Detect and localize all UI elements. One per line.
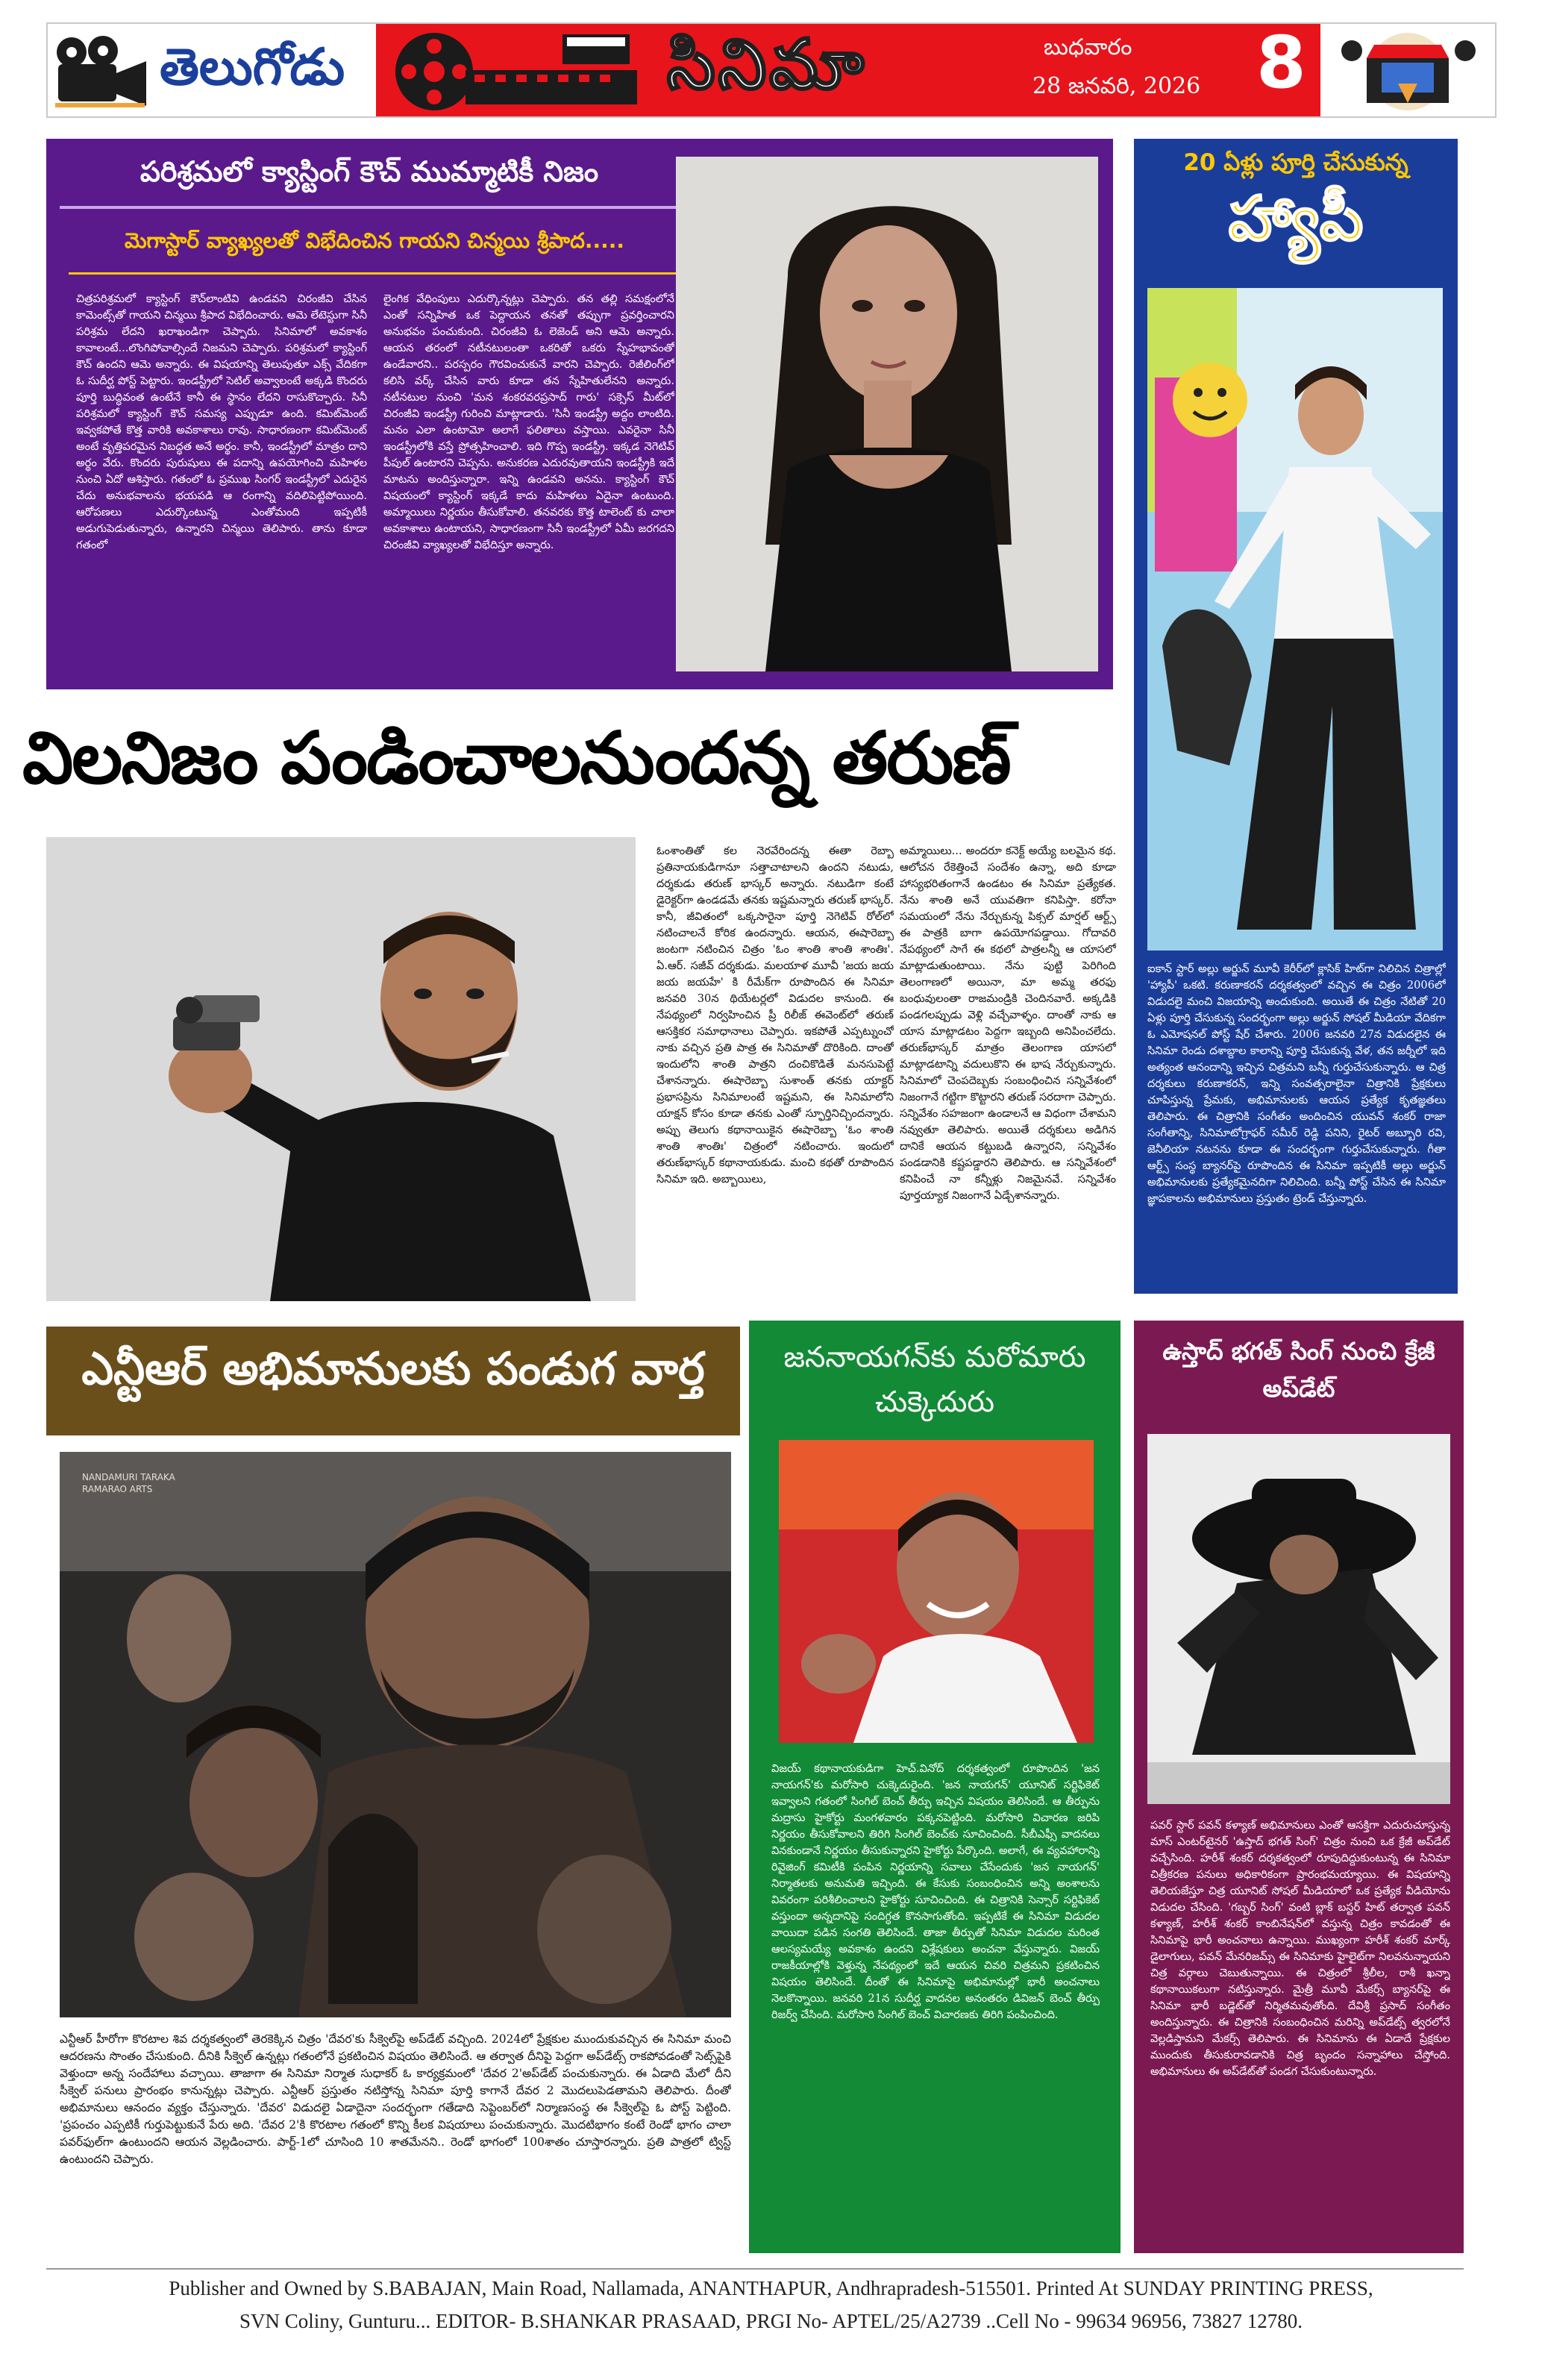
- portrait-illustration: [676, 157, 1098, 671]
- film-reel-icon: [391, 28, 645, 112]
- masthead-day: బుధవారం: [1044, 34, 1132, 60]
- vijay-photo: [779, 1440, 1094, 1743]
- story-ustaad: [1134, 1321, 1464, 2253]
- headline-bar: [60, 152, 679, 209]
- poster-credit: NANDAMURI TARAKA RAMARAO ARTS: [82, 1472, 175, 1494]
- tarun-column-1: ఓంశాంతితో కల నెరవేరిందన్న ఈతా రెబ్బా ప్రతినాయకుడిగానూ సత్తాచాటాలని ఉందని నటుడు, దర్శకుడు తరుణ్ భాస్కర్ అన్నారు. నటుడిగా కంటే డైరెక్టర్‌గా ఉండడమే తనకు ఇష్టమన్నారు తరుణ్ భాస్కర్. కానీ, జీవితంలో ఒక్కసారైనా పూర్తి నెగెటివ్ రోల్‌లో నటించాలనే కోరిక ఉందన్నారు. ఆయన, ఈషారెబ్బా జంటగా నటించిన చిత్రం 'ఓం శాంతి శాంతి శాంతిః'. ఏ.ఆర్. సజీవ్ దర్శకుడు. మలయాళ మూవీ 'జయ జయ జయ జయహే' కి రీమేక్‌గా రూపొందిన ఈ సినిమా జనవరి 30న థియేటర్లలో విడుదల కానుంది. ఈ నేపథ్యంలో నిర్వహించిన ప్రీ రిలీజ్ ఈవెంట్‌లో తరుణ్ ఆసక్తికర సమాధానాలు చెప్పారు. ఇకపోతే ఎప్పట్నుంచో నాకు వచ్చిన ప్రతి పాత్ర ఈ సినిమాతో దొరికింది. దాంతో ఇందులోని శాంతి పాత్రని దంచికొడితే మనసుపెట్టే చేశానన్నారు. ఈషారెబ్బా సుశాంత్ తనకు యాక్టర్ ప్రభాసప్రిను సినిమాలంటే ఇష్టమని, ఈ సినిమాలోని యాక్షన్ కోసం కూడా తనకు ఎంతో స్ఫూర్తినిచ్చిందన్నారు. అప్పు తెలుగు కథానాయికైన ఈషారెబ్బా 'ఓం శాంతి శాంతి శాంతిః' చిత్రంలో నటించారు. ఇందులో తరుణ్‌భాస్కర్ కథానాయకుడు. మంచి కథతో రూపొందిన సినిమా ఇది. అబ్బాయిలు,: [656, 845, 894, 1186]
- devara-poster-illustration: [60, 1452, 731, 2017]
- masthead-right-graphic: [1320, 24, 1495, 116]
- ntr-headline-bar: [46, 1327, 740, 1435]
- subheadline: మెగాస్టార్ వ్యాఖ్యలతో విభేదించిన గాయని చిన్మయి శ్రీపాద.....: [124, 228, 625, 253]
- cinema-clapper-icon: [1329, 28, 1486, 112]
- story-column-1: చిత్రపరిశ్రమలో క్యాస్టింగ్ కౌచ్‌లాంటివి ఉండవని చిరంజీవి చేసిన కామెంట్స్‌తో గాయని చిన్మయి శ్రీపాద విభేదించారు. ఆమె లేటెస్టుగా సినీ పరిశ్రమ లేదని ఖరాఖండిగా చెప్పారు. సినిమాలో అవకాశం కావాలంటే...లొంగిపోవాల్సిందే నిజమని చెప్పారు. పరిశ్రమలో క్యాస్టింగ్ కౌచ్ ఉందని ఆమె అన్నారు. ఈ విషయాన్ని తెలుపుతూ ఎక్స్ వేదికగా ఓ సుదీర్ఘ పోస్ట్ పెట్టారు. ఇండస్ట్రీలో సెటిల్ అవ్వాలంటే అక్కడి కొందరు పూర్తి బుద్ధివంత ఉంటేనే కానీ ఈ స్థానం లేదని రాసుకొచ్చారు. సినీ పరిశ్రమలో క్యాస్టింగ్ కౌచ్ సమస్య ఎప్పుడూ ఉంది. కమిట్‌మెంట్ ఇవ్వకపోతే కొత్త వారికి అవకాశాలు రావు. సాధారణంగా కమిట్‌మెంట్ అంటే వృత్తిపరమైన నిబద్ధత అనే అర్థం. కానీ, ఇండస్ట్రీలో మాత్రం దాని అర్థం వేరు. కొందరు పురుషులు ఈ పదాన్ని ఉపయోగించి మహిళల నుంచి ఏదో ఆశిస్తారు. గతంలో ఓ ప్రముఖ సింగర్ ఇండస్ట్రీలో ఎదురైన చేదు అనుభవాలను భయపడి ఆ రంగాన్ని వదిలిపెట్టిపోయింది. ఆరోపణలు ఎదుర్కొంటున్న ఎంతోమంది ఇప్పటికీ అడుగుపెడుతున్నారు, ఉన్నారని చిన్మయి తెలిపారు. తాను కూడా గతంలో: [76, 292, 367, 551]
- section-title: సినిమా: [667, 24, 868, 104]
- happy-poster-illustration: [1147, 288, 1443, 951]
- devara-poster: [60, 1452, 731, 2017]
- headline: పరిశ్రమలో క్యాస్టింగ్ కౌచ్ ముమ్మాటికీ నిజం: [140, 155, 599, 188]
- ntr-headline: ఎన్టీఆర్ అభిమానులకు పండుగ వార్త: [81, 1343, 705, 1395]
- footer-line-2: SVN Coliny, Gunturu... EDITOR- B.SHANKAR PRASAAD, PRGI No- APTEL/25/A2739 ..Cell No - 99634 96956, 73827 12780.: [239, 2310, 1303, 2332]
- story-casting-couch: [46, 139, 1113, 689]
- footer-divider: [46, 2268, 1464, 2270]
- film-camera-icon: [54, 34, 158, 109]
- tarun-gun-illustration: [46, 837, 636, 1301]
- masthead-banner: [376, 21, 1320, 116]
- tarun-headline: విలనిజం పండించాలనుందన్న తరుణ్: [22, 716, 1010, 800]
- jananayagan-body: విజయ్ కథానాయకుడిగా హెచ్.వినోద్ దర్శకత్వంలో రూపొందిన 'జన నాయగన్'కు మరోసారి చుక్కెదురైంది. 'జన నాయగన్' యూనిట్ సర్టిఫికెట్ ఇవ్వాలని గతంలో సింగిల్ బెంచ్ తీర్పు ఇచ్చిన విషయం తెలిసిందే. ఆ తీర్పును మద్రాసు హైకోర్టు మంగళవారం పక్కనపెట్టింది. మరోసారి విచారణ జరిపి నిర్ణయం తీసుకోవాలని తిరిగి సింగిల్ బెంచ్‌కు సూచించింది. సీబీఎఫ్సీ వాదనలు వినకుండానే నిర్ణయం తీసుకున్నారని హైకోర్టు పేర్కొంది. అలాగే, ఈ వ్యవహారాన్ని రివైజింగ్ కమిటీకి పంపిన నిర్ణయాన్ని సవాలు చేసేందుకు 'జన నాయగన్' నిర్మాతలకు అనుమతి ఇచ్చింది. ఈ కేసుకు సంబంధించిన అన్ని అంశాలను వివరంగా పరిశీలించాలని హైకోర్టు సూచించింది. ఈ చిత్రానికి సెన్సార్ సర్టిఫికెట్ వస్తుందా అన్నదానిపై సందిగ్ధత కొనసాగుతోంది. ఇప్పటికే ఈ సినిమా విడుదల వాయిదా పడిన సంగతి తెలిసిందే. తాజా తీర్పుతో సినిమా విడుదల మరింత ఆలస్యమయ్యే అవకాశం ఉందని విశ్లేషకులు అంచనా వేస్తున్నారు. విజయ్ రాజకీయాల్లోకి వెళ్తున్న నేపథ్యంలో ఇదే ఆయన చివరి చిత్రమని ప్రకటించిన విషయం తెలిసిందే. దీంతో ఈ సినిమాపై అభిమానుల్లో భారీ అంచనాలు నెలకొన్నాయి. జనవరి 21న సుదీర్ఘ వాదనల అనంతరం డివిజన్ బెంచ్ తీర్పు రిజర్వ్ చేసింది. మరోసారి సింగిల్ బెంచ్ విచారణకు తిరిగి పంపించింది.: [771, 1762, 1100, 2021]
- story-body: ఐకాన్ స్టార్ అల్లు అర్జున్ మూవీ కెరీర్‌లో క్లాసిక్ హిట్‌గా నిలిచిన చిత్రాల్లో 'హ్యాపీ' ఒకటి. కరుణాకరన్ దర్శకత్వంలో వచ్చిన ఈ చిత్రం 2006లో విడుదలై మంచి విజయాన్ని అందుకుంది. అయితే ఈ చిత్రం నేటితో 20 ఏళ్లు పూర్తి చేసుకున్న సందర్భంగా అల్లు అర్జున్ సోషల్ మీడియా వేదికగా ఓ ఎమోషనల్ పోస్ట్ షేర్ చేశారు. 2006 జనవరి 27న విడుదలైన ఈ సినిమా రెండు దశాబ్దాల కాలాన్ని పూర్తి చేసుకున్న వేళ, తన జర్నీలో ఇది అత్యంత ఆనందాన్ని ఇచ్చిన చిత్రమని బన్నీ గుర్తుచేసుకున్నారు. ఆ చిత్ర దర్శకులు కరుణాకరన్, ఇన్ని సంవత్సరాలైనా చిత్రానికి ప్రేక్షకులు చూపిస్తున్న ప్రేమకు, అభిమానులకు ఆయన ప్రత్యేక కృతజ్ఞతలు తెలిపారు. ఈ చిత్రానికి సంగీతం అందించిన యువన్ శంకర్ రాజా సంగీతాన్ని, సినిమాటోగ్రాఫర్ సమీర్ రెడ్డి పనిని, రైటర్ అబ్బూరి రవి, జెనీలియా నటనను కూడా ఈ సందర్భంగా గుర్తుచేసుకున్నారు. గీతా ఆర్ట్స్ సంస్థ బ్యానర్‌పై రూపొందిన ఈ సినిమా ఇప్పటికీ అల్లు అర్జున్ అభిమానులకు ప్రత్యేకమైనదిగా నిలిచింది. బన్నీ పోస్ట్ చేసిన ఈ సినిమా జ్ఞాపకాలను అభిమానులు ప్రస్తుతం ట్రెండ్ చేస్తున్నారు.: [1147, 962, 1446, 1205]
- tarun-photo: [46, 837, 636, 1301]
- ustaad-body: పవర్ స్టార్ పవన్ కళ్యాణ్ అభిమానులు ఎంతో ఆసక్తిగా ఎదురుచూస్తున్న మాస్ ఎంటర్‌టైనర్ 'ఉస్తాద్ భగత్ సింగ్' చిత్రం నుంచి ఒక క్రేజీ అప్‌డేట్ వచ్చేసింది. హరీశ్ శంకర్ దర్శకత్వంలో రూపుదిద్దుకుంటున్న ఈ సినిమా చిత్రీకరణ పనులు అధికారికంగా ప్రారంభమయ్యాయి. ఈ విషయాన్ని తెలియజేస్తూ చిత్ర యూనిట్ సోషల్ మీడియాలో ఒక ప్రత్యేక వీడియోను విడుదల చేసింది. 'గబ్బర్ సింగ్' వంటి బ్లాక్ బస్టర్ హిట్ తర్వాత పవన్ కళ్యాణ్, హరీశ్ శంకర్ కాంబినేషన్‌లో వస్తున్న చిత్రం కావడంతో ఈ సినిమాపై భారీ అంచనాలు ఉన్నాయి. ముఖ్యంగా హరీశ్ శంకర్ మార్క్ డైలాగులు, పవన్ మేనరిజమ్స్ ఈ సినిమాకు హైలైట్‌గా నిలవనున్నాయని చిత్ర వర్గాలు చెబుతున్నాయి. ఈ చిత్రంలో శ్రీలీల, రాశీ ఖన్నా కథానాయికలుగా నటిస్తున్నారు. మైత్రీ మూవీ మేకర్స్ బ్యానర్‌పై ఈ సినిమా భారీ బడ్జెట్‌తో నిర్మితమవుతోంది. దేవిశ్రీ ప్రసాద్ సంగీతం అందిస్తున్నారు. ఈ చిత్రానికి సంబంధించిన మరిన్ని అప్‌డేట్స్ త్వరలోనే వెల్లడిస్తామని మేకర్స్ తెలిపారు. ఈ సినిమాను ఈ ఏడాదే ప్రేక్షకుల ముందుకు తీసుకురావడానికి చిత్ర బృందం సన్నాహాలు చేస్తోంది. అభిమానులు ఈ అప్‌డేట్‌తో పండగ చేసుకుంటున్నారు.: [1150, 1819, 1450, 2078]
- happy-movie-still: [1147, 288, 1443, 951]
- ntr-body: ఎన్టీఆర్ హీరోగా కొరటాల శివ దర్శకత్వంలో తెరకెక్కిన చిత్రం 'దేవర'కు సీక్వెల్‌పై అప్‌డేట్ వచ్చింది. 2024లో ప్రేక్షకుల ముందుకువచ్చిన ఈ సినిమా మంచి ఆదరణను సొంతం చేసుకుంది. దీనికి సీక్వెల్ ఉన్నట్లు గతంలోనే ప్రకటించిన విషయం తెలిసిందే. ఆ తర్వాత దీనిపై పెద్దగా అప్‌డేట్స్ రాకపోవడంతో సెట్స్‌పైకి వెళ్తుందా అన్న సందేహాలు వచ్చాయి. తాజాగా ఈ సినిమా నిర్మాత సుధాకర్ ఓ కార్యక్రమంలో 'దేవర 2'అప్‌డేట్ పంచుకున్నారు. ఈ ఏడాది మేలో దీని సీక్వెల్ పనులు ప్రారంభం కానున్నట్లు చెప్పారు. ఎన్టీఆర్ ప్రస్తుతం నటిస్తోన్న సినిమా పూర్తి కాగానే దేవర 2 మొదలుపెడతామని తెలిపారు. దీంతో అభిమానులు ఆనందం వ్యక్తం చేస్తున్నారు. 'దేవర' విడుదలై ఏడాదైనా సందర్భంగా గతేడాది సెప్టెంబర్‌లో నిర్మాణసంస్థ ఈ సీక్వెల్‌పై ఓ పోస్ట్ పెట్టింది. 'ప్రపంచం ఎప్పటికీ గుర్తుపెట్టుకునే పేరు అది. 'దేవర 2'కి కొరటాల గతంలో కొన్ని కీలక విషయాలు పంచుకున్నారు. మొదటిభాగం కంటే రెండో భాగం చాలా పవర్‌ఫుల్‌గా ఉంటుందని ఆయన వెల్లడించారు. పార్ట్-1లో చూసింది 10 శాతమేనని.. రెండో భాగంలో 100శాతం చూస్తారన్నారు. ప్రతి పాత్రలో ట్విస్ట్ ఉంటుందని చెప్పారు.: [60, 2032, 731, 2166]
- pawan-kalyan-photo: [1147, 1434, 1450, 1804]
- paper-name: తెలుగోడు: [160, 37, 345, 97]
- footer-line-1: Publisher and Owned by S.BABAJAN, Main Road, Nallamada, ANANTHAPUR, Andhrapradesh-515501. Printed At SUNDAY PRINTING PRESS,: [169, 2277, 1373, 2299]
- vijay-poster-illustration: [779, 1440, 1094, 1743]
- masthead-date: 28 జనవరి, 2026: [1032, 73, 1201, 99]
- headline-main: హ్యాపీ: [1228, 184, 1364, 254]
- page-number: 8: [1256, 21, 1306, 104]
- ustaad-headline: ఉస్తాద్ భగత్ సింగ్ నుంచి క్రేజీ అప్‌డేట్: [1162, 1337, 1435, 1403]
- story-column-2: లైంగిక వేధింపులు ఎదుర్కొన్నట్లు చెప్పారు. తన తల్లి సమక్షంలోనే ఎంతో సన్నిహిత ఒక పెద్దాయన తనతో తప్పుగా ప్రవర్తించారని అనుభవం పంచుకుంది. చిరంజీవి ఓ లెజెండ్ అని ఆమె అన్నారు. ఆయన తరంలో నటీనటులంతా ఒకరితో ఒకరు స్నేహభావంతో ఉండేవారని.. పరస్పరం గౌరవించుకునే వారని చెప్పారు. రెజీలింగ్‌లో కలిసి వర్క్ చేసిన వారు కూడా తన స్నేహితులేనని అన్నారు. నటీనటుల నుంచి 'మన శంకరవరప్రసాద్ గారు' సక్సెస్ మీట్‌లో చిరంజీవి ఇండస్ట్రీ గురించి మాట్లాడారు. 'సినీ ఇండస్ట్రీ అద్దం లాంటిది. మనం ఎలా ఉంటామో అలాగే ఫలితాలు వస్తాయి. ఎవరైనా సినీ ఇండస్ట్రీలోకి వస్తే ప్రోత్సహించాలి. ఇది గొప్ప ఇండస్ట్రీ. ఇక్కడ నెగెటివ్ పీపుల్ ఉంటారని చెప్పను. అనుకరణ ఎదురవుతాయని ఇండస్ట్రీకి ఇదే మాటను అందిస్తున్నారా. ఇన్ని ఉండవని అనను. క్యాస్టింగ్ కౌచ్ విషయంలో క్యాస్టింగ్ ఇక్కడే కాదు మహిళలు ఏదైనా ఉంటుంది. అమ్మాయిలు నిర్ణయం తీసుకోవాలి. తనవరకు కొత్త టాలెంట్ కు చాలా అవకాశాలు ఉంటాయని, సాధారణంగా సినీ ఇండస్ట్రీలో ఏమీ జరగదని చిరంజీవి వ్యాఖ్యలతో విభేదిస్తూ అన్నారు.: [383, 292, 674, 551]
- masthead: [46, 22, 1496, 118]
- ustaad-poster-illustration: [1147, 1434, 1450, 1804]
- subheadline-bar: [69, 222, 680, 275]
- story-happy: [1134, 139, 1458, 1294]
- story-jananayagan: [749, 1321, 1121, 2253]
- headline-top: 20 ఏళ్లు పూర్తి చేసుకున్న: [1183, 149, 1408, 176]
- masthead-logo-area: [48, 24, 376, 116]
- tarun-column-2: అమ్మాయిలు... అందరూ కనెక్ట్ అయ్యే బలమైన కథ. ఆలోచన రేకెత్తించే సందేశం ఉన్నా, అది కూడా హాస్యభరితంగానే ఉండటం ఈ సినిమా ప్రత్యేకత. నేను శాంతి అనే యువతిగా కనిపిస్తా. కరోనా సమయంలో నేను నేర్చుకున్న పిక్సల్ మార్షల్ ఆర్ట్స్ ఈ పాత్రకి బాగా ఉపయోగపడ్డాయి. గోదావరి నేపథ్యంలో సాగే ఈ కథలో పాత్రలన్నీ ఆ యాసలో మాట్లాడుతుంటాయి. నేను పుట్టి పెరిగింది తెలంగాణలో అయినా, మా అమ్మ తరఫు బంధువులంతా రాజమండ్రికి చెందినవారే. అక్కడికి పండగలప్పుడు వెళ్లి వచ్చేవాళ్ళం. దాంతో నాకు ఆ యాస మాట్లాడటం పెద్దగా ఇబ్బంది అనిపించలేదు. తరుణ్‌భాస్కర్ మాత్రం తెలంగాణ యాసలో మాట్లాడటాన్ని వదులుకొని ఈ భాష నేర్చుకున్నారు. సినిమాలో చెంపదెబ్బకు సంబంధించిన సన్నివేశంలో నిజంగానే గట్టిగా కొట్టారని తరుణ్ సరదాగా చెప్పారు. సన్నివేశం సహజంగా ఉండాలనే ఆ విధంగా చేశామని నవ్వుతూ తెలిపారు. అయితే దర్శకులు అడిగిన దానికే ఆయన కట్టుబడి ఉన్నారని, సన్నివేశం పండడానికి కష్టపడ్డారని తెలిపారు. ఆ సన్నివేశంలో కనిపించే నా కన్నీళ్లు నిజమైనవే. సన్నివేశం పూర్తయ్యాక నిజంగానే ఏడ్చేశానన్నారు.: [900, 845, 1116, 1202]
- chinmayi-photo: [676, 157, 1098, 671]
- jananayagan-headline: జననాయగన్‌కు మరోమారు చుక్కెదురు: [783, 1341, 1086, 1419]
